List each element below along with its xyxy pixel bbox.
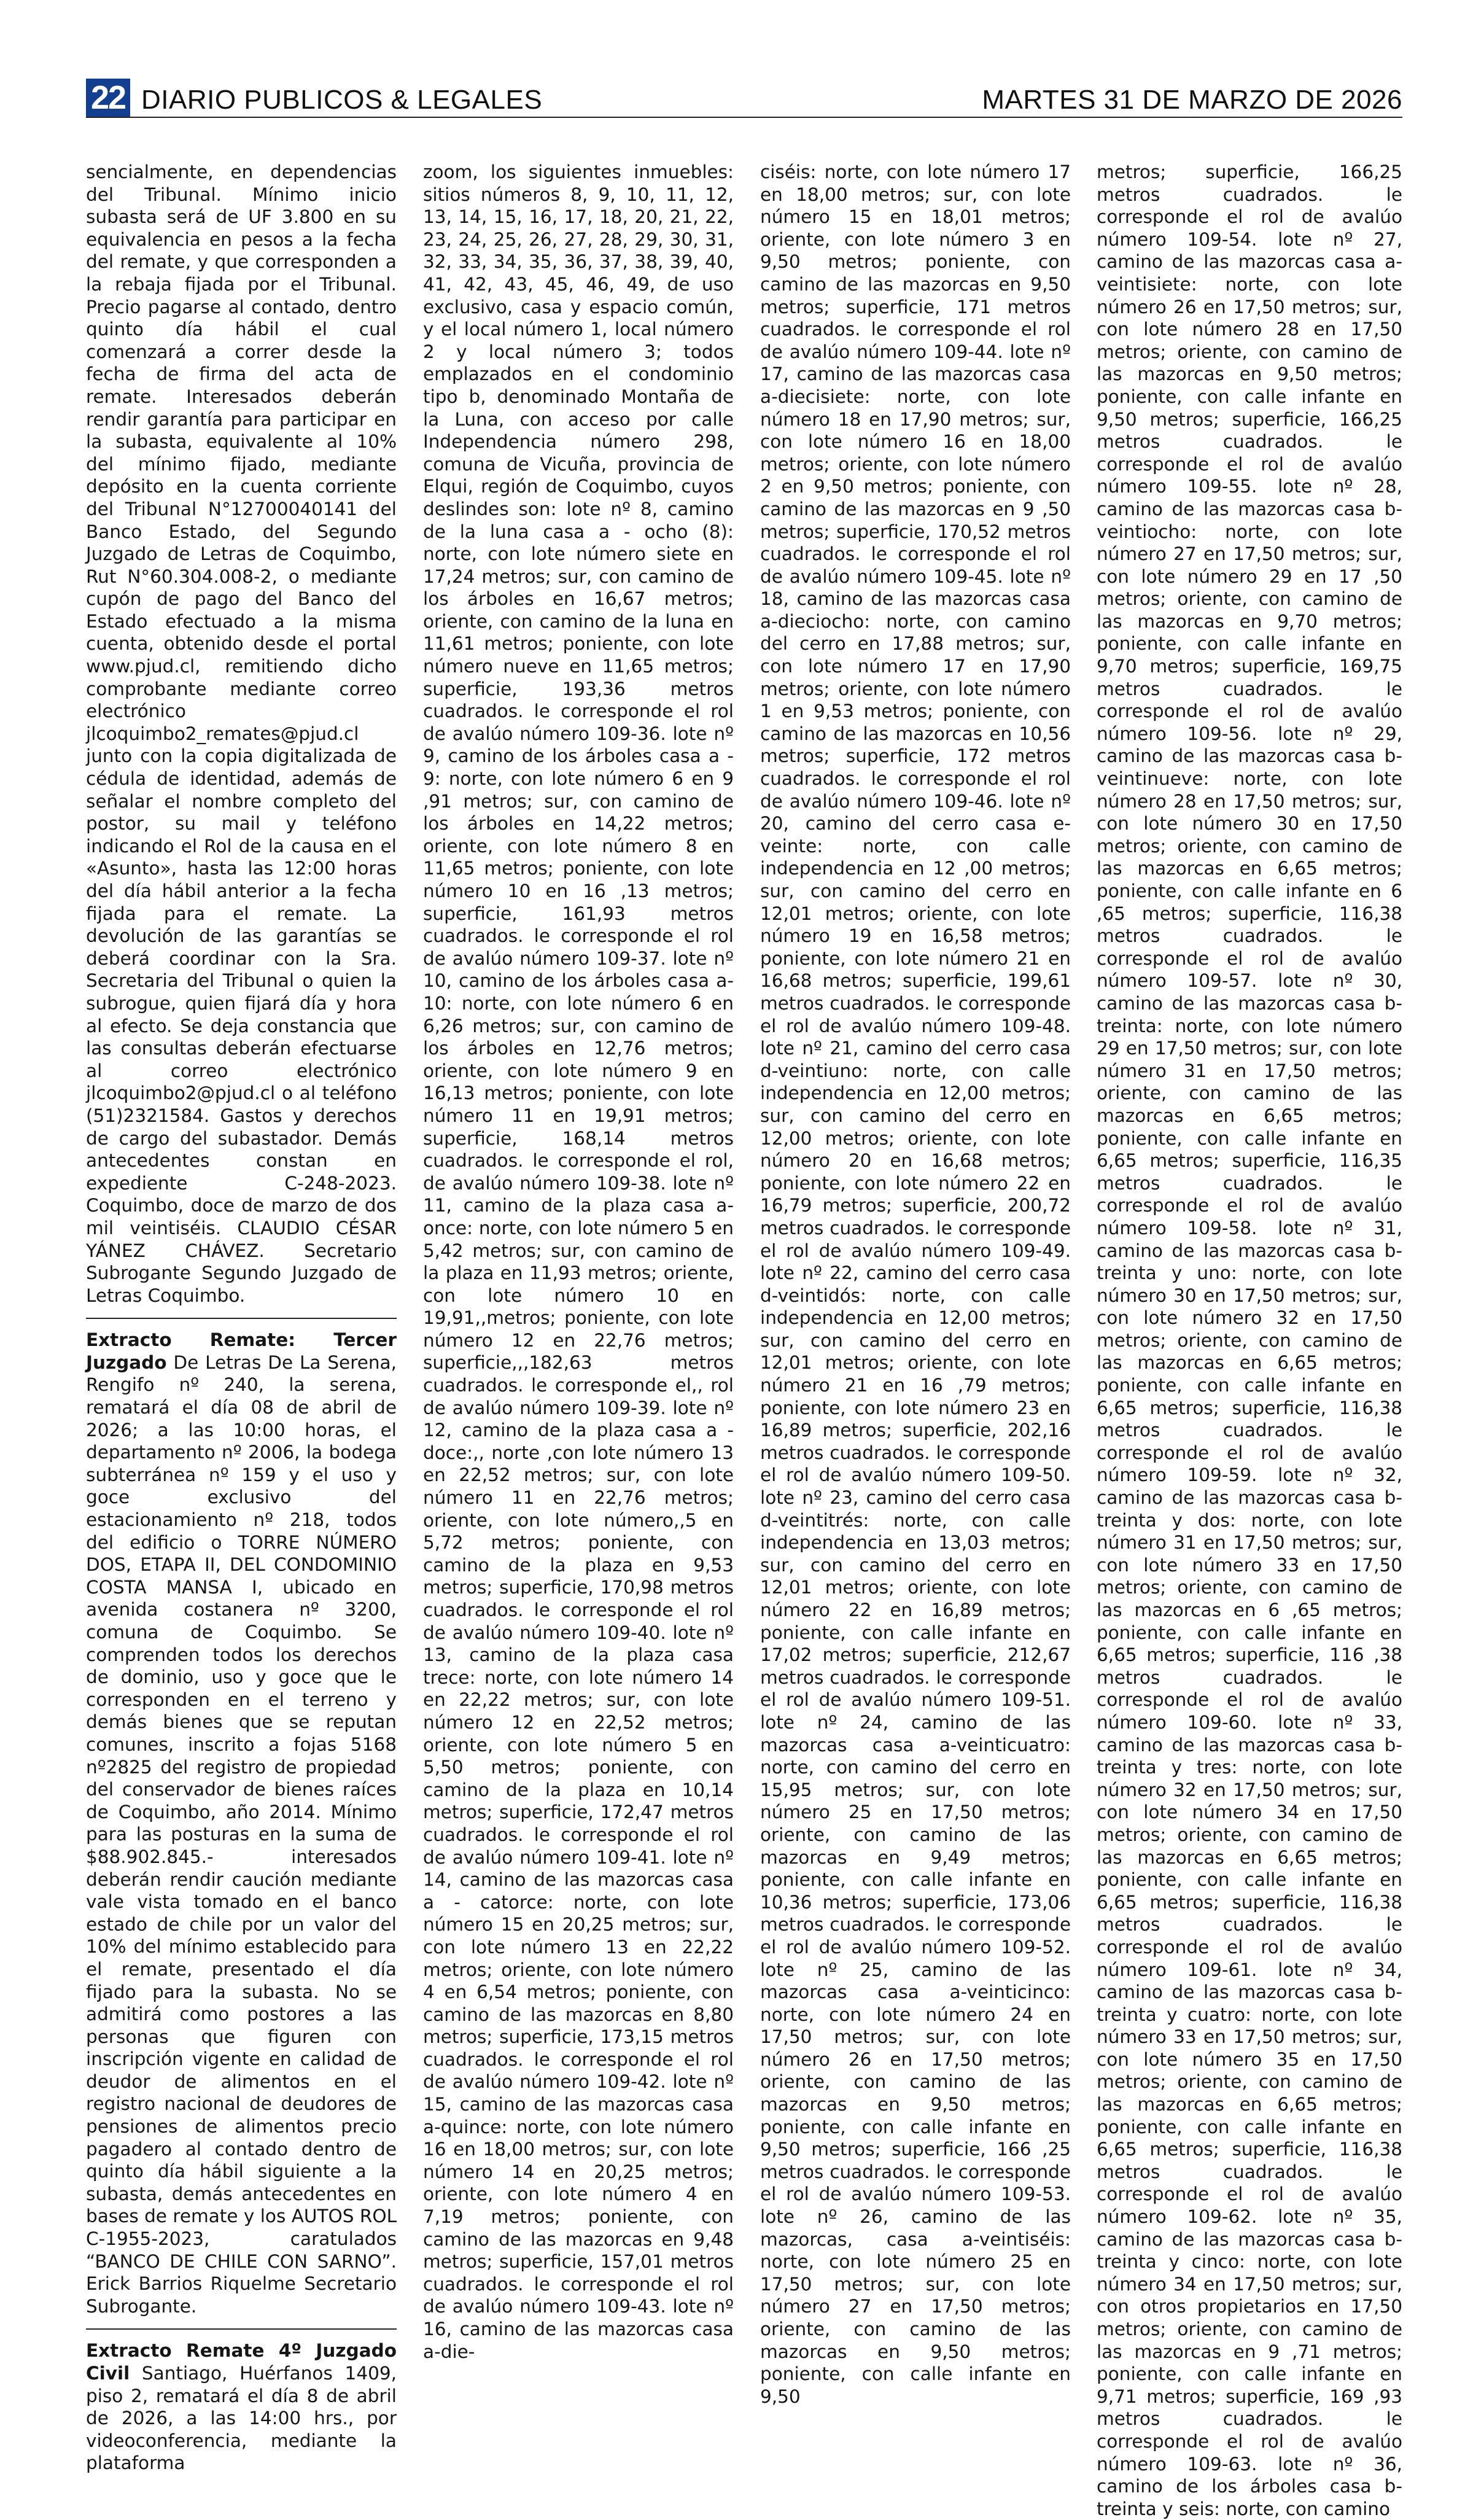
publication-title: DIARIO PUBLICOS & LEGALES (141, 85, 543, 115)
column-1 (86, 161, 397, 2474)
column-3 (760, 161, 1071, 2407)
notice-4-juzgado (86, 2339, 397, 2475)
notice-body: De Letras De La Serena, Rengifo nº 240, la serena, rematará el día 08 de abril de 2026; a las 10:00 horas, el departamento nº 2006, la bodega subterránea nº 159 y el uso y goce exclusivo del estacionamiento nº 218, todos del edificio o TORRE NÚMERO DOS, ETAPA II, DEL CONDOMINIO COSTA MANSA I, ubicado en avenida costanera nº 3200, comuna de Coquimbo. Se comprenden todos los derechos de dominio, uso y goce que le corresponden en el terreno y demás bienes que se reputan comunes, inscrito a fojas 5168 nº2825 del registro de propiedad del conservador de bienes raíces de Coquimbo, año 2014. Mínimo para las posturas en la suma de $88.902.845.- interesados deberán rendir caución mediante vale vista tomado en el banco estado de chile por un valor del 10% del mínimo establecido para el remate, presentado el día fijado para la subasta. No se admitirá como postores a las personas que figuren con inscripción vigente en calidad de deudor de alimentos en el registro nacional de deudores de pensiones de alimentos precio pagadero al contado dentro de quinto día hábil siguiente a la subasta, demás antecedentes en bases de remate y los AUTOS ROL C-1955-2023, caratulados “BANCO DE CHILE CON SARNO”. Erick Barrios Riquelme Secretario Subrogante. (86, 1351, 397, 2317)
notice-divider (86, 2328, 397, 2330)
header-rule (86, 117, 1402, 118)
notice-body: Santiago, Huérfanos 1409, piso 2, rematará el día 8 de abril de 2026, a las 14:00 hrs., por videoconferencia, mediante la plataforma (86, 2363, 397, 2474)
notice-tercer-juzgado (86, 1329, 397, 2317)
column-2 (423, 161, 734, 2362)
notice-text: ciséis: norte, con lote número 17 en 18,00 metros; sur, con lote número 15 en 18,01 metros; oriente, con lote número 3 en 9,50 metros; poniente, con camino de las mazorcas en 9,50 metros; superficie, 171 metros cuadrados. le corresponde el rol de avalúo número 109-44. lote nº 17, camino de las mazorcas casa a-diecisiete: norte, con lote número 18 en 17,90 metros; sur, con lote número 16 en 18,00 metros; oriente, con lote número 2 en 9,50 metros; poniente, con camino de las mazorcas en 9 ,50 metros; superficie, 170,52 metros cuadrados. le corresponde el rol de avalúo número 109-45. lote nº 18, camino de las mazorcas casa a-dieciocho: norte, con camino del cerro en 17,88 metros; sur, con lote número 17 en 17,90 metros; oriente, con lote número 1 en 9,53 metros; poniente, con camino de las mazorcas en 10,56 metros; superficie, 172 metros cuadrados. le corresponde el rol de avalúo número 109-46. lote nº 20, camino del cerro casa e-veinte: norte, con calle independencia en 12 ,00 metros; sur, con camino del cerro en 12,01 metros; oriente, con lote número 19 en 16,58 metros; poniente, con lote número 21 en 16,68 metros; superficie, 199,61 metros cuadrados. le corresponde el rol de avalúo número 109-48. lote nº 21, camino del cerro casa d-veintiuno: norte, con calle independencia en 12,00 metros; sur, con camino del cerro en 12,00 metros; oriente, con lote número 20 en 16,68 metros; poniente, con lote número 22 en 16,79 metros; superficie, 200,72 metros cuadrados. le corresponde el rol de avalúo número 109-49. lote nº 22, camino del cerro casa d-veintidós: norte, con calle independencia en 12,00 metros; sur, con camino del cerro en 12,01 metros; oriente, con lote número 21 en 16 ,79 metros; poniente, con lote número 23 en 16,89 metros; superficie, 202,16 metros cuadrados. le corresponde el rol de avalúo número 109-50. lote nº 23, camino del cerro casa d-veintitrés: norte, con calle independencia en 13,03 metros; sur, con camino del cerro en 12,01 metros; oriente, con lote número 22 en 16,89 metros; poniente, con calle infante en 17,02 metros; superficie, 212,67 metros cuadrados. le corresponde el rol de avalúo número 109-51. lote nº 24, camino de las mazorcas casa a-veinticuatro: norte, con camino del cerro en 15,95 metros; sur, con lote número 25 en 17,50 metros; oriente, con camino de las mazorcas en 9,49 metros; poniente, con calle infante en 10,36 metros; superficie, 173,06 metros cuadrados. le corresponde el rol de avalúo número 109-52. lote nº 25, camino de las mazorcas casa a-veinticinco: norte, con lote número 24 en 17,50 metros; sur, con lote número 26 en 17,50 metros; oriente, con camino de las mazorcas en 9,50 metros; poniente, con calle infante en 9,50 metros; superficie, 166 ,25 metros cuadrados. le corresponde el rol de avalúo número 109-53. lote nº 26, camino de las mazorcas, casa a-veintiséis: norte, con lote número 25 en 17,50 metros; sur, con lote número 27 en 17,50 metros; oriente, con camino de las mazorcas en 9,50 metros; poniente, con calle infante en 9,50 (760, 161, 1071, 2407)
notice-text: metros; superficie, 166,25 metros cuadrados. le corresponde el rol de avalúo número 109-54. lote nº 27, camino de las mazorcas casa a-veintisiete: norte, con lote número 26 en 17,50 metros; sur, con lote número 28 en 17,50 metros; oriente, con camino de las mazorcas en 9,50 metros; poniente, con calle infante en 9,50 metros; superficie, 166,25 metros cuadrados. le corresponde el rol de avalúo número 109-55. lote nº 28, camino de las mazorcas casa b-veintiocho: norte, con lote número 27 en 17,50 metros; sur, con lote número 29 en 17 ,50 metros; oriente, con camino de las mazorcas en 9,70 metros; poniente, con calle infante en 9,70 metros; superficie, 169,75 metros cuadrados. le corresponde el rol de avalúo número 109-56. lote nº 29, camino de las mazorcas casa b-veintinueve: norte, con lote número 28 en 17,50 metros; sur, con lote número 30 en 17,50 metros; oriente, con camino de las mazorcas en 6,65 metros; poniente, con calle infante en 6 ,65 metros; superficie, 116,38 metros cuadrados. le corresponde el rol de avalúo número 109-57. lote nº 30, camino de las mazorcas casa b-treinta: norte, con lote número 29 en 17,50 metros; sur, con lote número 31 en 17,50 metros; oriente, con camino de las mazorcas en 6,65 metros; poniente, con calle infante en 6,65 metros; superficie, 116,35 metros cuadrados. le corresponde el rol de avalúo número 109-58. lote nº 31, camino de las mazorcas casa b-treinta y uno: norte, con lote número 30 en 17,50 metros; sur, con lote número 32 en 17,50 metros; oriente, con camino de las mazorcas en 6,65 metros; poniente, con calle infante en 6,65 metros; superficie, 116,38 metros cuadrados. le corresponde el rol de avalúo número 109-59. lote nº 32, camino de las mazorcas casa b-treinta y dos: norte, con lote número 31 en 17,50 metros; sur, con lote número 33 en 17,50 metros; oriente, con camino de las mazorcas en 6 ,65 metros; poniente, con calle infante en 6,65 metros; superficie, 116 ,38 metros cuadrados. le corresponde el rol de avalúo número 109-60. lote nº 33, camino de las mazorcas casa b-treinta y tres: norte, con lote número 32 en 17,50 metros; sur, con lote número 34 en 17,50 metros; oriente, con camino de las mazorcas en 6,65 metros; poniente, con calle infante en 6,65 metros; superficie, 116,38 metros cuadrados. le corresponde el rol de avalúo número 109-61. lote nº 34, camino de las mazorcas casa b-treinta y cuatro: norte, con lote número 33 en 17,50 metros; sur, con lote número 35 en 17,50 metros; oriente, con camino de las mazorcas en 6,65 metros; poniente, con calle infante en 6,65 metros; superficie, 116,38 metros cuadrados. le corresponde el rol de avalúo número 109-62. lote nº 35, camino de las mazorcas casa b-treinta y cinco: norte, con lote número 34 en 17,50 metros; sur, con otros propietarios en 17,50 metros; oriente, con camino de las mazorcas en 9 ,71 metros; poniente, con calle infante en 9,71 metros; superficie, 169 ,93 metros cuadrados. le corresponde el rol de avalúo número 109-63. lote nº 36, camino de los árboles casa b-treinta y seis: norte, con camino (1097, 161, 1402, 2519)
notice-continuation: sencialmente, en dependencias del Tribunal. Mínimo inicio subasta será de UF 3.800 en su equivalencia en pesos a la fecha del remate, y que corresponden a la rebaja fijada por el Tribunal. Precio pagarse al contado, dentro quinto día hábil el cual comenzará a correr desde la fecha de firma del acta de remate. Interesados deberán rendir garantía para participar en la subasta, equivalente al 10% del mínimo fijado, mediante depósito en la cuenta corriente del Tribunal N°12700040141 del Banco Estado, del Segundo Juzgado de Letras de Coquimbo, Rut N°60.304.008-2, o mediante cupón de pago del Banco del Estado efectuado a la misma cuenta, obtenido desde el portal www.pjud.cl, remitiendo dicho comprobante mediante correo electrónico jlcoquimbo2_remates@pjud.cl junto con la copia digitalizada de cédula de identidad, además de señalar el nombre completo del postor, su mail y teléfono indicando el Rol de la causa en el «Asunto», hasta las 12:00 horas del día hábil anterior a la fecha fijada para el remate. La devolución de las garantías se deberá coordinar con la Sra. Secretaria del Tribunal o quien la subrogue, quien fijará día y hora al efecto. Se deja constancia que las consultas deberán efectuarse al correo electrónico jlcoquimbo2@pjud.cl o al teléfono (51)2321584. Gastos y derechos de cargo del subastador. Demás antecedentes constan en expediente C-248-2023. Coquimbo, doce de marzo de dos mil veintiséis. CLAUDIO CÉSAR YÁNEZ CHÁVEZ. Secretario Subrogante Segundo Juzgado de Letras Coquimbo. (86, 161, 397, 1306)
notice-title: Extracto Remate 4º Juzgado Civil (86, 2340, 397, 2384)
notice-text: zoom, los siguientes inmuebles: sitios números 8, 9, 10, 11, 12, 13, 14, 15, 16, 17, 18, 20, 21, 22, 23, 24, 25, 26, 27, 28, 29, 30, 31, 32, 33, 34, 35, 36, 37, 38, 39, 40, 41, 42, 43, 45, 46, 49, de uso exclusivo, casa y espacio común, y el local número 1, local número 2 y local número 3; todos emplazados en el condominio tipo b, denominado Montaña de la Luna, con acceso por calle Independencia número 298, comuna de Vicuña, provincia de Elqui, región de Coquimbo, cuyos deslindes son: lote nº 8, camino de la luna casa a - ocho (8): norte, con lote número siete en 17,24 metros; sur, con camino de los árboles en 16,67 metros; oriente, con camino de la luna en 11,61 metros; poniente, con lote número nueve en 11,65 metros; superficie, 193,36 metros cuadrados. le corresponde el rol de avalúo número 109-36. lote nº 9, camino de los árboles casa a - 9: norte, con lote número 6 en 9 ,91 metros; sur, con camino de los árboles en 14,22 metros; oriente, con lote número 8 en 11,65 metros; poniente, con lote número 10 en 16 ,13 metros; superficie, 161,93 metros cuadrados. le corresponde el rol de avalúo número 109-37. lote nº 10, camino de los árboles casa a-10: norte, con lote número 6 en 6,26 metros; sur, con camino de los árboles en 12,76 metros; oriente, con lote número 9 en 16,13 metros; poniente, con lote número 11 en 19,91 metros; superficie, 168,14 metros cuadrados. le corresponde el rol, de avalúo número 109-38. lote nº 11, camino de la plaza casa a-once: norte, con lote número 5 en 5,42 metros; sur, con camino de la plaza en 11,93 metros; oriente, con lote número 10 en 19,91,,metros; poniente, con lote número 12 en 22,76 metros; superficie,,,182,63 metros cuadrados. le corresponde el,, rol de avalúo número 109-39. lote nº 12, camino de la plaza casa a - doce:,, norte ,con lote número 13 en 22,52 metros; sur, con lote número 11 en 22,76 metros; oriente, con lote número,,5 en 5,72 metros; poniente, con camino de la plaza en 9,53 metros; superficie, 170,98 metros cuadrados. le corresponde el rol de avalúo número 109-40. lote nº 13, camino de la plaza casa trece: norte, con lote número 14 en 22,22 metros; sur, con lote número 12 en 22,52 metros; oriente, con lote número 5 en 5,50 metros; poniente, con camino de la plaza en 10,14 metros; superficie, 172,47 metros cuadrados. le corresponde el rol de avalúo número 109-41. lote nº 14, camino de las mazorcas casa a - catorce: norte, con lote número 15 en 20,25 metros; sur, con lote número 13 en 22,22 metros; oriente, con lote número 4 en 6,54 metros; poniente, con camino de las mazorcas en 8,80 metros; superficie, 173,15 metros cuadrados. le corresponde el rol de avalúo número 109-42. lote nº 15, camino de las mazorcas casa a-quince: norte, con lote número 16 en 18,00 metros; sur, con lote número 14 en 20,25 metros; oriente, con lote número 4 en 7,19 metros; poniente, con camino de las mazorcas en 9,48 metros; superficie, 157,01 metros cuadrados. le corresponde el rol de avalúo número 109-43. lote nº 16, camino de las mazorcas casa a-die- (423, 161, 734, 2362)
page-header (86, 79, 1402, 117)
column-4 (1097, 161, 1402, 2519)
publication-date: MARTES 31 DE MARZO DE 2026 (982, 85, 1402, 115)
notice-divider (86, 1318, 397, 1319)
page-number: 22 (86, 79, 130, 117)
notice-title: Extracto Remate: Tercer Juzgado (86, 1329, 397, 1373)
